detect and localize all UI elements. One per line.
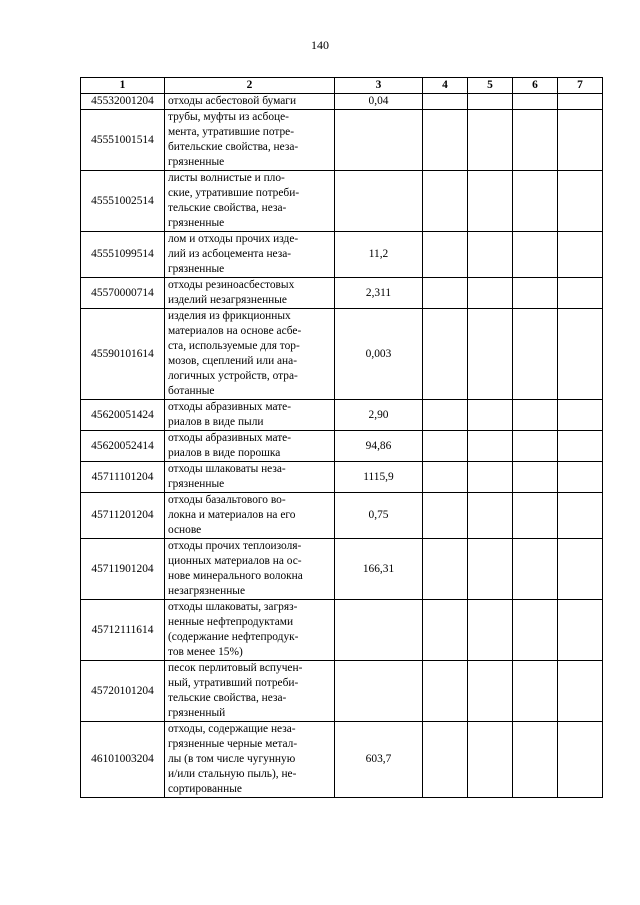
waste-code-cell: 45551001514	[81, 110, 165, 171]
empty-cell-col-6	[513, 278, 558, 309]
waste-name-line: отходы резиноасбестовых	[168, 279, 295, 291]
quantity-cell: 0,04	[335, 94, 423, 110]
quantity-cell	[335, 171, 423, 232]
waste-name-line: риалов в виде пыли	[168, 416, 264, 428]
quantity-cell: 166,31	[335, 539, 423, 600]
empty-cell-col-4	[423, 600, 468, 661]
waste-name-line: ненные нефтепродуктами	[168, 616, 294, 628]
empty-cell-col-5	[468, 661, 513, 722]
empty-cell-col-7	[558, 600, 603, 661]
empty-cell-col-4	[423, 539, 468, 600]
waste-name-line: отходы прочих теплоизоля-	[168, 540, 302, 552]
quantity-cell: 603,7	[335, 722, 423, 798]
empty-cell-col-7	[558, 309, 603, 400]
quantity-cell	[335, 661, 423, 722]
table-row	[81, 661, 603, 722]
empty-cell-col-5	[468, 539, 513, 600]
waste-code-cell: 45711901204	[81, 539, 165, 600]
waste-name-line: ный, утративший потреби-	[168, 677, 299, 689]
empty-cell-col-4	[423, 400, 468, 431]
table-row	[81, 722, 603, 798]
waste-name-line: незагрязненные	[168, 585, 246, 597]
table-row	[81, 278, 603, 309]
empty-cell-col-4	[423, 171, 468, 232]
waste-name-cell	[165, 309, 335, 400]
empty-cell-col-6	[513, 171, 558, 232]
waste-name-line: изделий незагрязненные	[168, 294, 287, 306]
waste-name-cell	[165, 110, 335, 171]
waste-code-cell: 45551099514	[81, 232, 165, 278]
empty-cell-col-5	[468, 493, 513, 539]
empty-cell-col-5	[468, 232, 513, 278]
empty-cell-col-6	[513, 94, 558, 110]
waste-name-line: грязненный	[168, 707, 226, 719]
table-row	[81, 431, 603, 462]
page-number: 140	[311, 38, 329, 52]
table-row	[81, 493, 603, 539]
empty-cell-col-5	[468, 431, 513, 462]
waste-name-line: нове минерального волокна	[168, 570, 303, 582]
empty-cell-col-6	[513, 110, 558, 171]
waste-name-line: логичных устройств, отра-	[168, 370, 298, 382]
empty-cell-col-6	[513, 539, 558, 600]
table-row	[81, 539, 603, 600]
empty-cell-col-7	[558, 278, 603, 309]
empty-cell-col-5	[468, 278, 513, 309]
empty-cell-col-5	[468, 462, 513, 493]
waste-code-cell: 45712111614	[81, 600, 165, 661]
waste-name-line: локна и материалов на его	[168, 509, 296, 521]
waste-name-line: отходы шлаковаты неза-	[168, 463, 286, 475]
quantity-cell: 1115,9	[335, 462, 423, 493]
waste-code-cell: 45711201204	[81, 493, 165, 539]
empty-cell-col-6	[513, 600, 558, 661]
waste-name-line: мозов, сцеплений или ана-	[168, 355, 298, 367]
empty-cell-col-7	[558, 493, 603, 539]
quantity-cell: 94,86	[335, 431, 423, 462]
waste-name-cell	[165, 171, 335, 232]
empty-cell-col-7	[558, 661, 603, 722]
waste-code-cell: 45620051424	[81, 400, 165, 431]
empty-cell-col-5	[468, 171, 513, 232]
waste-name-line: трубы, муфты из асбоце-	[168, 111, 289, 123]
quantity-cell: 0,75	[335, 493, 423, 539]
table-row	[81, 110, 603, 171]
waste-name-line: отходы абразивных мате-	[168, 432, 292, 444]
table-row	[81, 400, 603, 431]
empty-cell-col-7	[558, 232, 603, 278]
waste-name-line: мента, утратившие потре-	[168, 126, 295, 138]
waste-code-cell: 45590101614	[81, 309, 165, 400]
waste-name-line: ционных материалов на ос-	[168, 555, 302, 567]
table-row	[81, 309, 603, 400]
waste-name-cell	[165, 462, 335, 493]
waste-table	[80, 77, 603, 798]
waste-name-line: и/или стальную пыль), не-	[168, 768, 297, 780]
empty-cell-col-4	[423, 110, 468, 171]
waste-name-line: песок перлитовый вспучен-	[168, 662, 303, 674]
quantity-cell	[335, 600, 423, 661]
waste-name-line: грязненные	[168, 156, 225, 168]
waste-name-line: грязненные	[168, 217, 225, 229]
empty-cell-col-6	[513, 493, 558, 539]
empty-cell-col-6	[513, 661, 558, 722]
empty-cell-col-5	[468, 722, 513, 798]
empty-cell-col-7	[558, 462, 603, 493]
waste-name-line: ботанные	[168, 385, 215, 397]
table-row	[81, 232, 603, 278]
waste-name-cell	[165, 661, 335, 722]
empty-cell-col-5	[468, 110, 513, 171]
waste-name-cell	[165, 722, 335, 798]
waste-name-line: лом и отходы прочих изде-	[168, 233, 299, 245]
quantity-cell: 11,2	[335, 232, 423, 278]
column-header: 6	[513, 78, 558, 94]
empty-cell-col-4	[423, 722, 468, 798]
waste-name-cell	[165, 278, 335, 309]
empty-cell-col-5	[468, 600, 513, 661]
empty-cell-col-7	[558, 722, 603, 798]
empty-cell-col-4	[423, 493, 468, 539]
waste-name-line: грязненные	[168, 263, 225, 275]
empty-cell-col-5	[468, 400, 513, 431]
waste-name-cell	[165, 431, 335, 462]
waste-code-cell: 45532001204	[81, 94, 165, 110]
waste-name-line: основе	[168, 524, 202, 536]
empty-cell-col-6	[513, 400, 558, 431]
waste-name-line: ста, используемые для тор-	[168, 340, 300, 352]
waste-code-cell: 45620052414	[81, 431, 165, 462]
empty-cell-col-4	[423, 431, 468, 462]
column-header: 3	[335, 78, 423, 94]
empty-cell-col-6	[513, 722, 558, 798]
empty-cell-col-7	[558, 94, 603, 110]
empty-cell-col-6	[513, 232, 558, 278]
waste-name-line: ские, утратившие потреби-	[168, 187, 300, 199]
waste-name-line: лий из асбоцемента неза-	[168, 248, 292, 260]
waste-name-cell	[165, 400, 335, 431]
empty-cell-col-7	[558, 431, 603, 462]
empty-cell-col-7	[558, 110, 603, 171]
waste-code-cell: 45551002514	[81, 171, 165, 232]
table-row	[81, 171, 603, 232]
waste-name-line: отходы, содержащие неза-	[168, 723, 296, 735]
quantity-cell: 2,311	[335, 278, 423, 309]
empty-cell-col-7	[558, 171, 603, 232]
quantity-cell	[335, 110, 423, 171]
quantity-cell: 0,003	[335, 309, 423, 400]
waste-code-cell: 45570000714	[81, 278, 165, 309]
waste-name-cell	[165, 232, 335, 278]
waste-code-cell: 46101003204	[81, 722, 165, 798]
waste-code-cell: 45711101204	[81, 462, 165, 493]
column-header: 4	[423, 78, 468, 94]
table-row	[81, 600, 603, 661]
empty-cell-col-7	[558, 400, 603, 431]
empty-cell-col-6	[513, 462, 558, 493]
empty-cell-col-4	[423, 462, 468, 493]
header-row	[81, 78, 603, 94]
column-header: 5	[468, 78, 513, 94]
empty-cell-col-5	[468, 94, 513, 110]
empty-cell-col-7	[558, 539, 603, 600]
waste-name-line: отходы абразивных мате-	[168, 401, 292, 413]
quantity-cell: 2,90	[335, 400, 423, 431]
empty-cell-col-6	[513, 309, 558, 400]
waste-name-line: грязненные черные метал-	[168, 738, 298, 750]
waste-name-line: риалов в виде порошка	[168, 447, 281, 459]
waste-name-line: отходы шлаковаты, загряз-	[168, 601, 298, 613]
waste-name-cell	[165, 539, 335, 600]
waste-name-cell	[165, 94, 335, 110]
column-header: 2	[165, 78, 335, 94]
empty-cell-col-4	[423, 309, 468, 400]
waste-name-line: отходы базальтового во-	[168, 494, 286, 506]
waste-name-line: отходы асбестовой бумаги	[168, 95, 297, 107]
empty-cell-col-6	[513, 431, 558, 462]
empty-cell-col-4	[423, 661, 468, 722]
empty-cell-col-5	[468, 309, 513, 400]
waste-name-line: листы волнистые и пло-	[168, 172, 285, 184]
empty-cell-col-4	[423, 94, 468, 110]
waste-name-line: грязненные	[168, 478, 225, 490]
waste-name-cell	[165, 600, 335, 661]
waste-name-line: бительские свойства, неза-	[168, 141, 299, 153]
column-header: 1	[81, 78, 165, 94]
waste-name-line: изделия из фрикционных	[168, 310, 291, 322]
waste-name-line: тельские свойства, неза-	[168, 202, 287, 214]
waste-name-line: сортированные	[168, 783, 242, 795]
empty-cell-col-4	[423, 232, 468, 278]
column-header: 7	[558, 78, 603, 94]
table-row	[81, 94, 603, 110]
waste-name-line: (содержание нефтепродук-	[168, 631, 299, 643]
table-row	[81, 462, 603, 493]
waste-name-line: лы (в том числе чугунную	[168, 753, 296, 765]
empty-cell-col-4	[423, 278, 468, 309]
waste-name-line: материалов на основе асбе-	[168, 325, 302, 337]
waste-name-cell	[165, 493, 335, 539]
waste-name-line: тов менее 15%)	[168, 646, 243, 658]
waste-code-cell: 45720101204	[81, 661, 165, 722]
waste-name-line: тельские свойства, неза-	[168, 692, 287, 704]
